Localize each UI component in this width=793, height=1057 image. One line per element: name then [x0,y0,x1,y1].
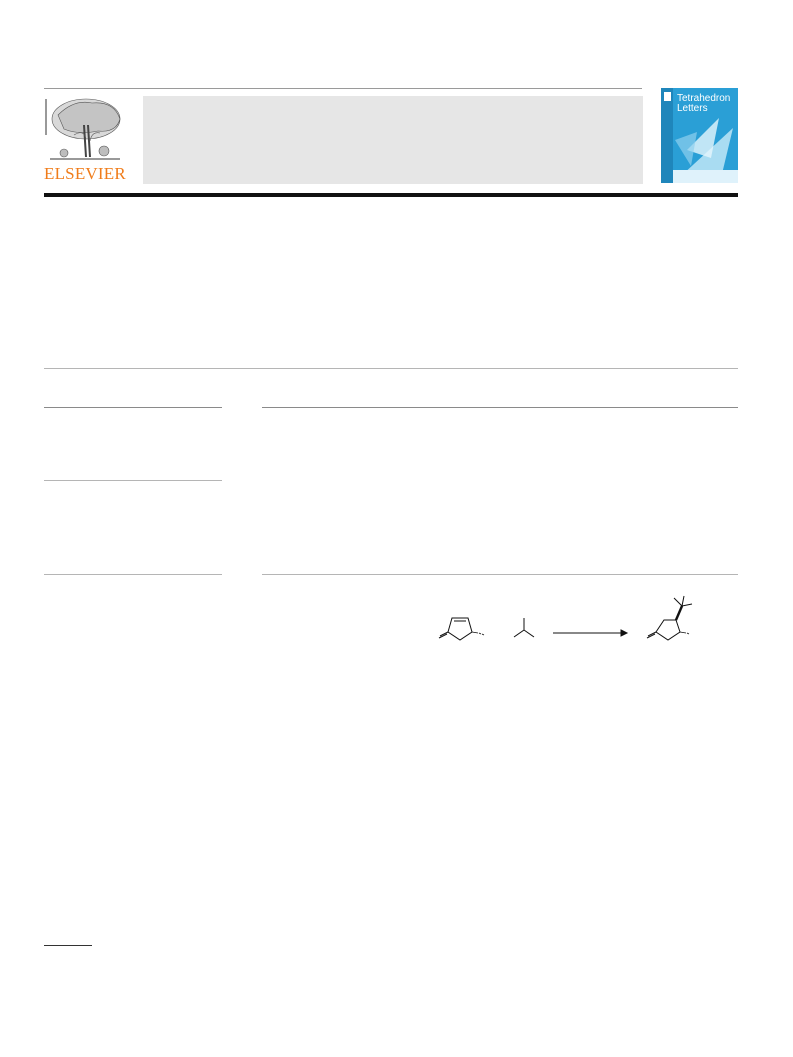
journal-cover-title: Tetrahedron Letters [677,93,731,114]
header-top-rule [44,88,642,89]
isobutane-reactant-icon [514,618,534,637]
publisher-logo[interactable] [44,95,124,185]
abstract-rule [262,407,738,408]
elsevier-tree-icon [44,95,124,167]
article-info-rule [44,407,222,408]
journal-cover[interactable] [661,88,738,183]
title-section-divider [44,368,738,369]
reaction-arrow-icon [553,630,627,636]
header-thick-rule [44,193,738,197]
article-info-bottom-rule [44,574,222,575]
reaction-scheme [430,590,700,650]
keywords-rule [44,480,222,481]
footnote-rule [44,945,92,946]
furanone-reactant-icon [439,618,484,640]
graphical-abstract-rule [262,574,738,575]
journal-header-banner [143,96,643,184]
tert-butyl-furanone-product-icon [647,596,692,640]
elsevier-wordmark: ELSEVIER [44,164,126,183]
